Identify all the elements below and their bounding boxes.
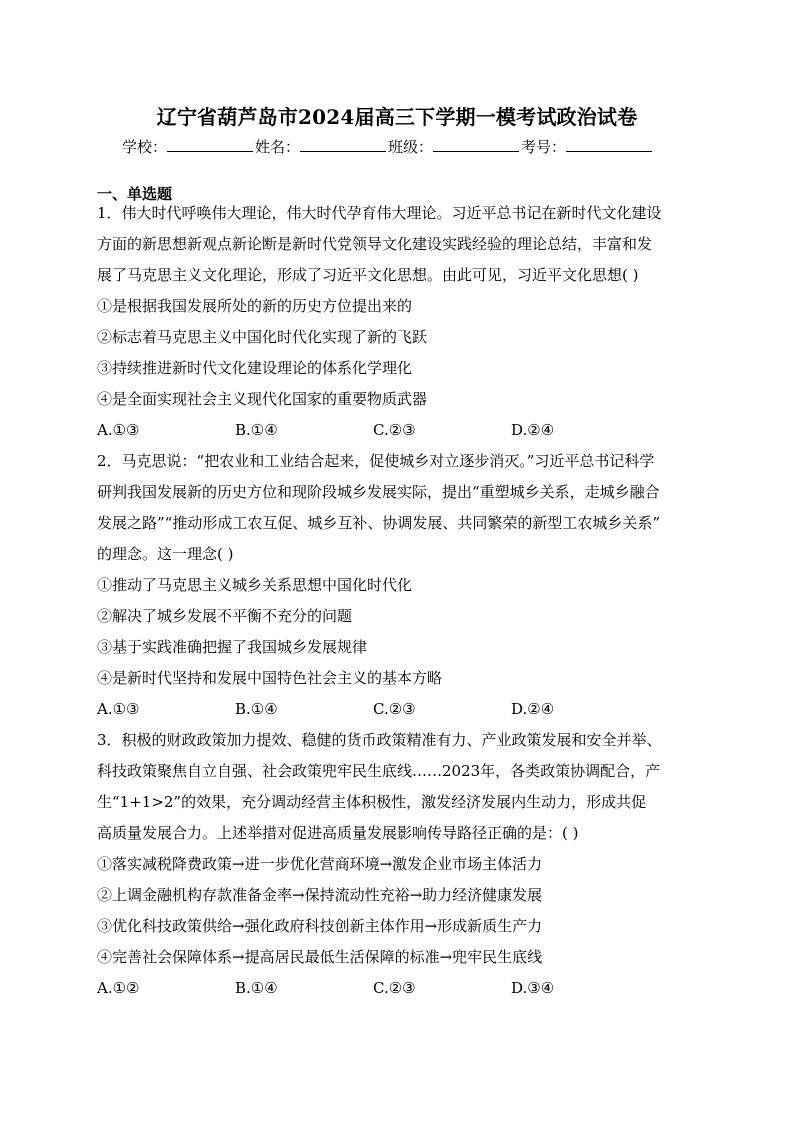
statement-option: ①落实减税降费政策→进一步优化营商环境→激发企业市场主体活力 <box>97 855 543 873</box>
question-stem-line: 2．马克思说：“把农业和工业结合起来，促使城乡对立逐步消灭。”习近平总书记科学 <box>97 452 655 470</box>
choice-c[interactable]: C.②③ <box>373 421 416 439</box>
choice-d[interactable]: D.③④ <box>511 979 555 997</box>
class-field <box>388 136 521 157</box>
class-label: 班级： <box>388 138 434 156</box>
exam-title: 辽宁省葫芦岛市2024届高三下学期一模考试政治试卷 <box>156 105 638 129</box>
statement-option: ③优化科技政策供给→强化政府科技创新主体作用→形成新质生产力 <box>97 917 543 935</box>
question-stem-line: 科技政策聚焦自立自强、社会政策兜牢民生底线……2023年，各类政策协调配合，产 <box>97 762 661 780</box>
choice-b[interactable]: B.①④ <box>235 700 278 718</box>
choice-a[interactable]: A.①③ <box>97 700 140 718</box>
choice-a[interactable]: A.①② <box>97 979 140 997</box>
number-blank[interactable] <box>566 137 652 152</box>
school-blank[interactable] <box>167 137 253 152</box>
choice-d[interactable]: D.②④ <box>511 421 555 439</box>
question-stem-line: 方面的新思想新观点新论断是新时代党领导文化建设实践经验的理论总结，丰富和发 <box>97 235 653 253</box>
statement-option: ②上调金融机构存款准备金率→保持流动性充裕→助力经济健康发展 <box>97 886 543 904</box>
question-stem-line: 1．伟大时代呼唤伟大理论，伟大时代孕育伟大理论。习近平总书记在新时代文化建设 <box>97 204 662 222</box>
choice-a[interactable]: A.①③ <box>97 421 140 439</box>
statement-option: ①是根据我国发展所处的新的历史方位提出来的 <box>97 297 413 315</box>
question-stem-line: 研判我国发展新的历史方位和现阶段城乡发展实际，提出“重塑城乡关系，走城乡融合 <box>97 483 660 501</box>
choice-b[interactable]: B.①④ <box>235 421 278 439</box>
name-field <box>255 136 388 157</box>
statement-option: ③持续推进新时代文化建设理论的体系化学理化 <box>97 359 413 377</box>
choice-c[interactable]: C.②③ <box>373 700 416 718</box>
statement-option: ④完善社会保障体系→提高居民最低生活保障的标准→兜牢民生底线 <box>97 948 543 966</box>
number-label: 考号： <box>521 138 567 156</box>
question-stem-line: 高质量发展合力。上述举措对促进高质量发展影响传导路径正确的是：( ) <box>97 824 579 842</box>
question-stem-line: 展了马克思主义文化理论，形成了习近平文化思想。由此可见，习近平文化思想( ) <box>97 266 639 284</box>
choice-b[interactable]: B.①④ <box>235 979 278 997</box>
statement-option: ③基于实践准确把握了我国城乡发展规律 <box>97 638 368 656</box>
answer-choices <box>97 700 697 718</box>
school-field <box>122 136 255 157</box>
question-stem-line: 生“1+1>2”的效果，充分调动经营主体积极性，激发经济发展内生动力，形成共促 <box>97 793 647 811</box>
answer-choices <box>97 421 697 439</box>
school-label: 学校： <box>122 138 168 156</box>
class-blank[interactable] <box>433 137 519 152</box>
student-info-row <box>122 136 682 157</box>
name-blank[interactable] <box>300 137 386 152</box>
section-heading: 一、单选题 <box>97 185 173 203</box>
statement-option: ②标志着马克思主义中国化时代化实现了新的飞跃 <box>97 328 428 346</box>
question-stem-line: 3．积极的财政政策加力提效、稳健的货币政策精准有力、产业政策发展和安全并举、 <box>97 731 662 749</box>
question-stem-line: 发展之路”“推动形成工农互促、城乡互补、协调发展、共同繁荣的新型工农城乡关系” <box>97 514 661 532</box>
choice-c[interactable]: C.②③ <box>373 979 416 997</box>
statement-option: ①推动了马克思主义城乡关系思想中国化时代化 <box>97 576 413 594</box>
choice-d[interactable]: D.②④ <box>511 700 555 718</box>
statement-option: ④是全面实现社会主义现代化国家的重要物质武器 <box>97 390 428 408</box>
name-label: 姓名： <box>255 138 301 156</box>
number-field <box>521 136 654 157</box>
answer-choices <box>97 979 697 997</box>
statement-option: ④是新时代坚持和发展中国特色社会主义的基本方略 <box>97 669 443 687</box>
statement-option: ②解决了城乡发展不平衡不充分的问题 <box>97 607 353 625</box>
question-stem-line: 的理念。这一理念( ) <box>97 545 234 563</box>
